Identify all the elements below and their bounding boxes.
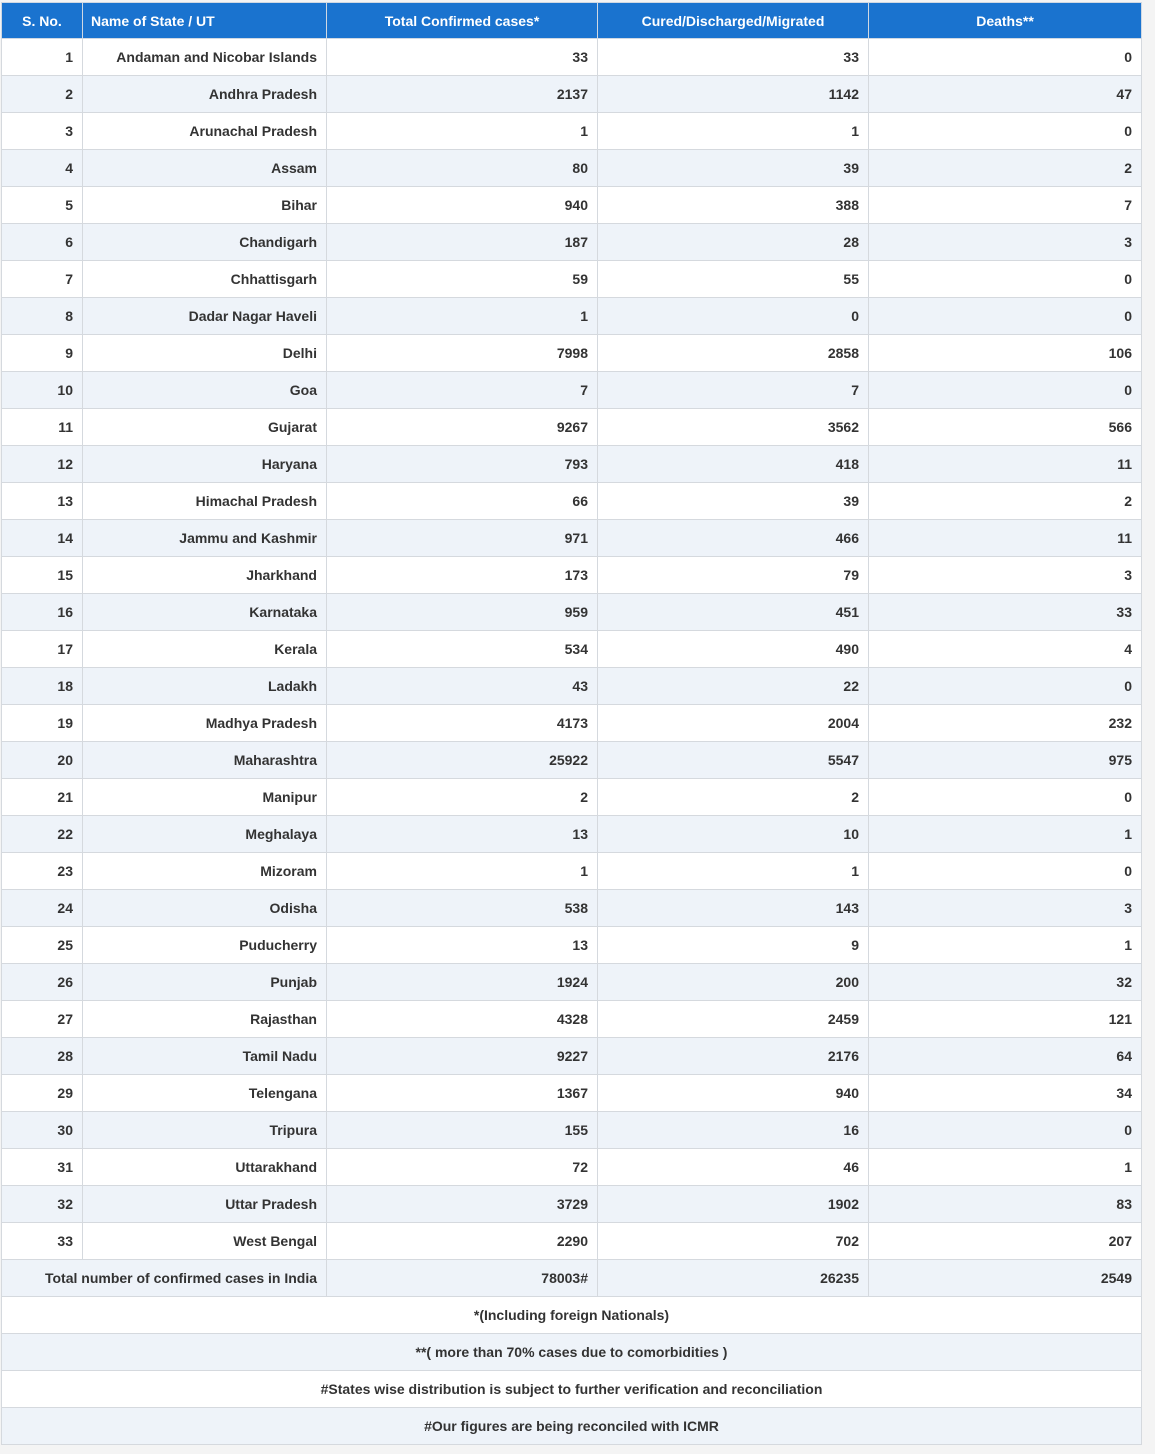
- cell-deaths: 106: [869, 335, 1142, 372]
- cell-sno: 29: [2, 1075, 83, 1112]
- total-cured: 26235: [598, 1260, 869, 1297]
- cell-deaths: 47: [869, 76, 1142, 113]
- cell-state: Jharkhand: [83, 557, 327, 594]
- cell-sno: 4: [2, 150, 83, 187]
- cell-confirmed: 1: [327, 298, 598, 335]
- cell-sno: 20: [2, 742, 83, 779]
- cell-cured: 79: [598, 557, 869, 594]
- cell-deaths: 0: [869, 668, 1142, 705]
- cell-cured: 2: [598, 779, 869, 816]
- cell-state: Chandigarh: [83, 224, 327, 261]
- cell-cured: 2176: [598, 1038, 869, 1075]
- cell-confirmed: 2290: [327, 1223, 598, 1260]
- cell-state: Rajasthan: [83, 1001, 327, 1038]
- cell-confirmed: 80: [327, 150, 598, 187]
- cell-cured: 46: [598, 1149, 869, 1186]
- cell-sno: 3: [2, 113, 83, 150]
- cell-deaths: 0: [869, 113, 1142, 150]
- cell-cured: 39: [598, 150, 869, 187]
- cell-deaths: 11: [869, 520, 1142, 557]
- cell-state: Maharashtra: [83, 742, 327, 779]
- cell-state: Andhra Pradesh: [83, 76, 327, 113]
- total-confirmed: 78003#: [327, 1260, 598, 1297]
- cell-sno: 1: [2, 39, 83, 76]
- cell-cured: 2459: [598, 1001, 869, 1038]
- cell-deaths: 0: [869, 853, 1142, 890]
- note-row: [2, 1334, 1142, 1371]
- cell-deaths: 207: [869, 1223, 1142, 1260]
- cell-confirmed: 9227: [327, 1038, 598, 1075]
- cell-deaths: 0: [869, 1112, 1142, 1149]
- cell-confirmed: 1: [327, 853, 598, 890]
- note-row: [2, 1371, 1142, 1408]
- header-confirmed: Total Confirmed cases*: [327, 3, 598, 39]
- cell-sno: 10: [2, 372, 83, 409]
- note-icmr-reconciliation: #Our figures are being reconciled with ICMR: [2, 1408, 1142, 1445]
- table-row: [2, 372, 1142, 409]
- cell-state: Karnataka: [83, 594, 327, 631]
- cell-sno: 6: [2, 224, 83, 261]
- table-row: [2, 1112, 1142, 1149]
- cell-cured: 143: [598, 890, 869, 927]
- cell-state: Manipur: [83, 779, 327, 816]
- cell-sno: 7: [2, 261, 83, 298]
- cell-state: Jammu and Kashmir: [83, 520, 327, 557]
- table-row: [2, 187, 1142, 224]
- cell-sno: 18: [2, 668, 83, 705]
- cell-sno: 14: [2, 520, 83, 557]
- cell-state: Kerala: [83, 631, 327, 668]
- cell-cured: 9: [598, 927, 869, 964]
- cell-deaths: 3: [869, 224, 1142, 261]
- table-row: [2, 1075, 1142, 1112]
- cell-deaths: 0: [869, 298, 1142, 335]
- cell-confirmed: 4328: [327, 1001, 598, 1038]
- cell-sno: 21: [2, 779, 83, 816]
- cell-sno: 25: [2, 927, 83, 964]
- cell-sno: 31: [2, 1149, 83, 1186]
- cell-confirmed: 1924: [327, 964, 598, 1001]
- cell-deaths: 34: [869, 1075, 1142, 1112]
- cell-state: Bihar: [83, 187, 327, 224]
- cell-cured: 1142: [598, 76, 869, 113]
- cell-sno: 5: [2, 187, 83, 224]
- cell-deaths: 2: [869, 150, 1142, 187]
- cell-state: Madhya Pradesh: [83, 705, 327, 742]
- cell-cured: 1: [598, 853, 869, 890]
- page-container: [1, 2, 1141, 1445]
- cell-sno: 13: [2, 483, 83, 520]
- cell-confirmed: 7: [327, 372, 598, 409]
- header-deaths: Deaths**: [869, 3, 1142, 39]
- total-label: Total number of confirmed cases in India: [2, 1260, 327, 1297]
- cell-cured: 22: [598, 668, 869, 705]
- cell-sno: 28: [2, 1038, 83, 1075]
- cell-confirmed: 187: [327, 224, 598, 261]
- cell-state: Andaman and Nicobar Islands: [83, 39, 327, 76]
- cell-cured: 1: [598, 113, 869, 150]
- cell-cured: 5547: [598, 742, 869, 779]
- cell-confirmed: 3729: [327, 1186, 598, 1223]
- total-deaths: 2549: [869, 1260, 1142, 1297]
- cell-sno: 12: [2, 446, 83, 483]
- cell-sno: 8: [2, 298, 83, 335]
- cell-cured: 16: [598, 1112, 869, 1149]
- table-row: [2, 113, 1142, 150]
- cell-deaths: 7: [869, 187, 1142, 224]
- cell-sno: 9: [2, 335, 83, 372]
- table-row: [2, 39, 1142, 76]
- cell-confirmed: 173: [327, 557, 598, 594]
- cell-state: Chhattisgarh: [83, 261, 327, 298]
- cell-cured: 1902: [598, 1186, 869, 1223]
- cell-confirmed: 1367: [327, 1075, 598, 1112]
- cell-deaths: 33: [869, 594, 1142, 631]
- cell-state: Goa: [83, 372, 327, 409]
- cell-cured: 55: [598, 261, 869, 298]
- cell-sno: 16: [2, 594, 83, 631]
- cell-deaths: 232: [869, 705, 1142, 742]
- cell-confirmed: 940: [327, 187, 598, 224]
- cell-state: West Bengal: [83, 1223, 327, 1260]
- header-sno: S. No.: [2, 3, 83, 39]
- table-row: [2, 779, 1142, 816]
- cell-deaths: 3: [869, 890, 1142, 927]
- cell-confirmed: 13: [327, 816, 598, 853]
- table-body: [2, 39, 1142, 1445]
- table-row: [2, 520, 1142, 557]
- table-row: [2, 927, 1142, 964]
- cell-confirmed: 43: [327, 668, 598, 705]
- table-row: [2, 1001, 1142, 1038]
- note-state-distribution: #States wise distribution is subject to further verification and reconciliation: [2, 1371, 1142, 1408]
- table-row: [2, 816, 1142, 853]
- table-row: [2, 1038, 1142, 1075]
- cell-deaths: 64: [869, 1038, 1142, 1075]
- table-header: [2, 3, 1142, 39]
- cell-state: Telengana: [83, 1075, 327, 1112]
- table-row: [2, 668, 1142, 705]
- cell-state: Haryana: [83, 446, 327, 483]
- cell-state: Delhi: [83, 335, 327, 372]
- table-row: [2, 742, 1142, 779]
- cell-deaths: 4: [869, 631, 1142, 668]
- header-cured: Cured/Discharged/Migrated: [598, 3, 869, 39]
- cell-state: Assam: [83, 150, 327, 187]
- table-row: [2, 705, 1142, 742]
- header-state: Name of State / UT: [83, 3, 327, 39]
- cell-cured: 0: [598, 298, 869, 335]
- covid-state-table: [1, 2, 1142, 1445]
- table-row: [2, 261, 1142, 298]
- cell-state: Himachal Pradesh: [83, 483, 327, 520]
- note-comorbidities: **( more than 70% cases due to comorbidities ): [2, 1334, 1142, 1371]
- cell-confirmed: 959: [327, 594, 598, 631]
- cell-state: Puducherry: [83, 927, 327, 964]
- cell-state: Gujarat: [83, 409, 327, 446]
- cell-deaths: 0: [869, 261, 1142, 298]
- table-row: [2, 964, 1142, 1001]
- cell-cured: 7: [598, 372, 869, 409]
- cell-confirmed: 72: [327, 1149, 598, 1186]
- cell-deaths: 1: [869, 1149, 1142, 1186]
- table-row: [2, 594, 1142, 631]
- cell-state: Dadar Nagar Haveli: [83, 298, 327, 335]
- table-row: [2, 483, 1142, 520]
- total-row: [2, 1260, 1142, 1297]
- cell-state: Meghalaya: [83, 816, 327, 853]
- note-row: [2, 1297, 1142, 1334]
- cell-cured: 200: [598, 964, 869, 1001]
- table-row: [2, 631, 1142, 668]
- cell-cured: 33: [598, 39, 869, 76]
- cell-sno: 30: [2, 1112, 83, 1149]
- cell-sno: 11: [2, 409, 83, 446]
- cell-state: Punjab: [83, 964, 327, 1001]
- table-row: [2, 76, 1142, 113]
- cell-deaths: 2: [869, 483, 1142, 520]
- table-row: [2, 298, 1142, 335]
- cell-confirmed: 2137: [327, 76, 598, 113]
- table-row: [2, 890, 1142, 927]
- cell-confirmed: 33: [327, 39, 598, 76]
- table-row: [2, 335, 1142, 372]
- cell-deaths: 3: [869, 557, 1142, 594]
- table-row: [2, 224, 1142, 261]
- cell-confirmed: 155: [327, 1112, 598, 1149]
- table-row: [2, 1149, 1142, 1186]
- page-scrollbar[interactable]: [1142, 0, 1155, 1454]
- cell-cured: 702: [598, 1223, 869, 1260]
- cell-cured: 3562: [598, 409, 869, 446]
- cell-confirmed: 971: [327, 520, 598, 557]
- cell-deaths: 11: [869, 446, 1142, 483]
- cell-cured: 466: [598, 520, 869, 557]
- cell-state: Uttar Pradesh: [83, 1186, 327, 1223]
- cell-deaths: 83: [869, 1186, 1142, 1223]
- cell-deaths: 32: [869, 964, 1142, 1001]
- cell-state: Tamil Nadu: [83, 1038, 327, 1075]
- cell-confirmed: 59: [327, 261, 598, 298]
- cell-deaths: 0: [869, 372, 1142, 409]
- cell-confirmed: 9267: [327, 409, 598, 446]
- table-row: [2, 853, 1142, 890]
- cell-state: Arunachal Pradesh: [83, 113, 327, 150]
- table-row: [2, 557, 1142, 594]
- cell-confirmed: 2: [327, 779, 598, 816]
- cell-deaths: 1: [869, 816, 1142, 853]
- cell-cured: 490: [598, 631, 869, 668]
- cell-sno: 33: [2, 1223, 83, 1260]
- table-row: [2, 1186, 1142, 1223]
- table-row: [2, 409, 1142, 446]
- cell-sno: 19: [2, 705, 83, 742]
- cell-confirmed: 793: [327, 446, 598, 483]
- cell-cured: 39: [598, 483, 869, 520]
- cell-confirmed: 25922: [327, 742, 598, 779]
- cell-cured: 451: [598, 594, 869, 631]
- cell-deaths: 975: [869, 742, 1142, 779]
- cell-sno: 17: [2, 631, 83, 668]
- cell-cured: 388: [598, 187, 869, 224]
- cell-confirmed: 4173: [327, 705, 598, 742]
- cell-sno: 15: [2, 557, 83, 594]
- cell-state: Ladakh: [83, 668, 327, 705]
- cell-sno: 23: [2, 853, 83, 890]
- cell-deaths: 121: [869, 1001, 1142, 1038]
- cell-cured: 418: [598, 446, 869, 483]
- cell-state: Mizoram: [83, 853, 327, 890]
- table-row: [2, 1223, 1142, 1260]
- table-row: [2, 150, 1142, 187]
- note-row: [2, 1408, 1142, 1445]
- cell-sno: 32: [2, 1186, 83, 1223]
- cell-sno: 22: [2, 816, 83, 853]
- cell-confirmed: 13: [327, 927, 598, 964]
- cell-sno: 2: [2, 76, 83, 113]
- cell-confirmed: 538: [327, 890, 598, 927]
- cell-state: Odisha: [83, 890, 327, 927]
- cell-deaths: 566: [869, 409, 1142, 446]
- cell-sno: 26: [2, 964, 83, 1001]
- cell-cured: 940: [598, 1075, 869, 1112]
- cell-sno: 27: [2, 1001, 83, 1038]
- cell-confirmed: 7998: [327, 335, 598, 372]
- cell-confirmed: 66: [327, 483, 598, 520]
- cell-cured: 2858: [598, 335, 869, 372]
- cell-cured: 2004: [598, 705, 869, 742]
- cell-deaths: 0: [869, 779, 1142, 816]
- cell-cured: 10: [598, 816, 869, 853]
- header-row: [2, 3, 1142, 39]
- cell-confirmed: 1: [327, 113, 598, 150]
- table-row: [2, 446, 1142, 483]
- cell-deaths: 1: [869, 927, 1142, 964]
- cell-cured: 28: [598, 224, 869, 261]
- cell-state: Uttarakhand: [83, 1149, 327, 1186]
- cell-state: Tripura: [83, 1112, 327, 1149]
- cell-sno: 24: [2, 890, 83, 927]
- cell-confirmed: 534: [327, 631, 598, 668]
- note-foreign-nationals: *(Including foreign Nationals): [2, 1297, 1142, 1334]
- cell-deaths: 0: [869, 39, 1142, 76]
